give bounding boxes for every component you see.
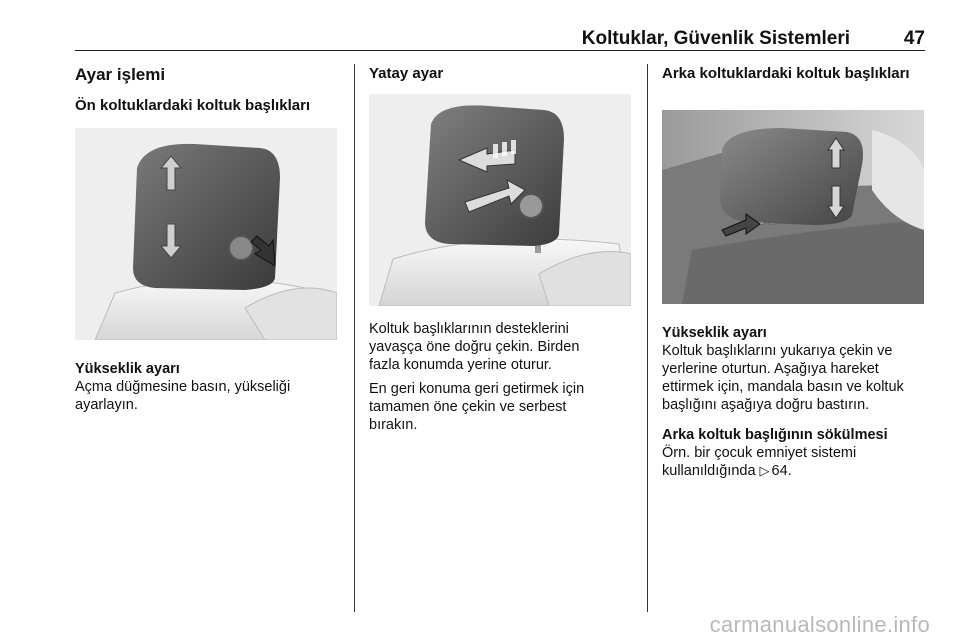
rear-headrest-title: Arka koltuklardaki koltuk başlıkları — [662, 65, 910, 82]
rear-headrest-illustration — [662, 110, 924, 304]
column-divider — [647, 64, 648, 612]
rear-height-line: yerlerine oturtun. Aşağıya hareket — [662, 361, 879, 377]
front-height-title: Yükseklik ayarı — [75, 361, 180, 377]
horizontal-headrest-figure — [369, 94, 631, 306]
rear-removal-line: Örn. bir çocuk emniyet sistemi — [662, 445, 857, 461]
column-right — [662, 64, 924, 83]
front-headrest-figure — [75, 128, 337, 340]
rear-text — [662, 324, 924, 480]
watermark: carmanualsonline.info — [709, 612, 930, 637]
front-caption — [75, 360, 337, 414]
rear-height-line: ettirmek için, mandala basın ve koltuk — [662, 379, 904, 395]
horizontal-p1-line: yavaşça öne doğru çekin. Birden — [369, 339, 580, 355]
horizontal-headrest-illustration — [369, 94, 631, 306]
page-header — [75, 26, 925, 51]
page-number: 47 — [903, 28, 925, 49]
column-left — [75, 64, 337, 115]
section-title: Ayar işlemi — [75, 65, 166, 84]
column-middle — [369, 64, 631, 83]
rear-height-title: Yükseklik ayarı — [662, 325, 767, 341]
front-headrest-illustration — [75, 128, 337, 340]
header-title: Koltuklar, Güvenlik Sistemleri — [581, 28, 850, 49]
horizontal-p2-line: En geri konuma geri getirmek için — [369, 381, 585, 397]
front-height-line: ayarlayın. — [75, 397, 138, 413]
triangle-right-icon[interactable]: ▷ — [759, 463, 770, 478]
horizontal-p1-line: Koltuk başlıklarının desteklerini — [369, 321, 569, 337]
xref-page-link[interactable]: 64. — [771, 463, 792, 479]
rear-removal-title: Arka koltuk başlığının sökülmesi — [662, 427, 888, 443]
horizontal-p2-line: bırakın. — [369, 417, 418, 433]
rear-headrest-figure — [662, 110, 924, 304]
horizontal-p1-line: fazla konumda yerine oturur. — [369, 357, 552, 373]
column-divider — [354, 64, 355, 612]
rear-height-line: başlığını aşağıya doğru bastırın. — [662, 397, 870, 413]
front-height-line: Açma düğmesine basın, yükseliği — [75, 379, 291, 395]
horizontal-adjust-title: Yatay ayar — [369, 65, 444, 82]
front-headrest-title: Ön koltuklardaki koltuk başlıkları — [75, 97, 311, 114]
horizontal-text — [369, 320, 631, 434]
rear-removal-text: kullanıldığında — [662, 463, 756, 479]
rear-height-line: Koltuk başlıklarını yukarıya çekin ve — [662, 343, 893, 359]
rear-removal-line — [662, 462, 924, 480]
horizontal-p2-line: tamamen öne çekin ve serbest — [369, 399, 567, 415]
